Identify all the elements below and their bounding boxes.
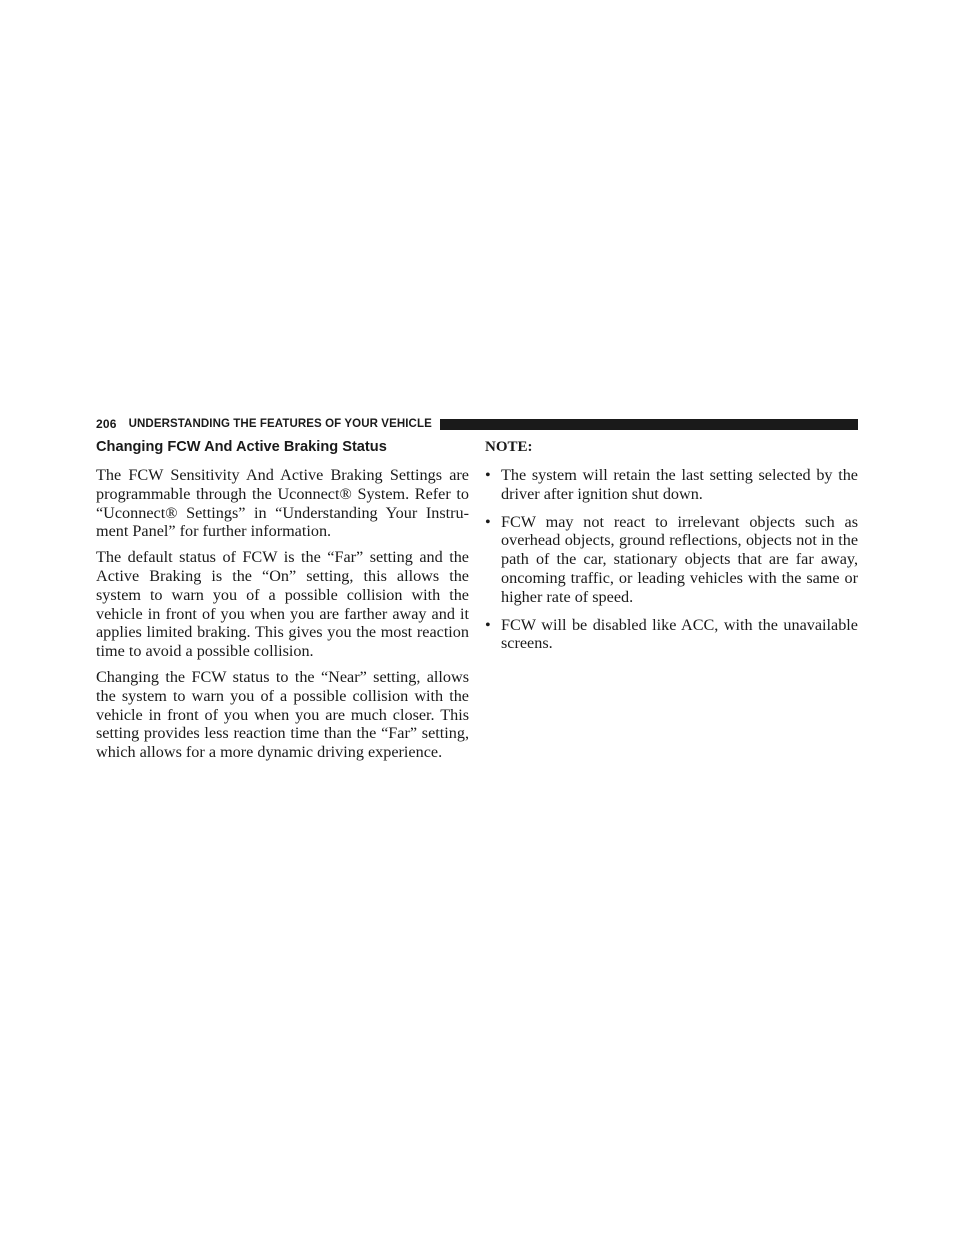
header-rule-bar [440, 419, 858, 430]
right-column [485, 438, 858, 662]
bullet-text: The system will retain the last setting selected by the driver after ignition shut down. [501, 466, 858, 503]
bullet-text: FCW will be disabled like ACC, with the unavailable screens. [501, 615, 858, 653]
bullet-icon: • [485, 466, 491, 484]
page-header [96, 417, 858, 431]
bullet-icon: • [485, 615, 491, 634]
section-heading: Changing FCW And Active Braking Status [96, 439, 387, 455]
note-bullet-list [485, 466, 858, 653]
bullet-icon: • [485, 512, 491, 531]
note-label: NOTE: [485, 439, 533, 455]
list-item [485, 616, 858, 654]
left-column [96, 438, 469, 769]
bullet-text: FCW may not react to irrelevant objects such as overhead objects, ground reflections, objects not in the path of the car, stationary objects that are far away, oncoming traffic, or leading vehicles with the same or higher rate of speed. [501, 512, 858, 606]
paragraph-default-status: The default status of FCW is the “Far” setting and the Active Braking is the “On” setting, this allows the system to warn you of a possible collision with the vehicle in front of you when you are farther away and it applies limited braking. This gives you the most reaction time to avoid a possible collision. [96, 548, 469, 661]
list-item [485, 466, 858, 504]
list-item [485, 513, 858, 607]
paragraph-near-setting: Changing the FCW status to the “Near” setting, allows the system to warn you of a possible collision with the vehicle in front of you when you are much closer. This setting provides less reaction time than the “Far” setting, which allows for a more dynamic driving experience. [96, 667, 469, 762]
paragraph-settings-programmable: The FCW Sensitivity And Active Braking Settings are programmable through the Uconnect® System. Refer to “Uconnect® Settings” in “Understanding Your Instru-ment Panel” for further information. [96, 466, 469, 541]
running-title: UNDERSTANDING THE FEATURES OF YOUR VEHICLE [128, 418, 432, 430]
page-number: 206 [96, 417, 117, 431]
